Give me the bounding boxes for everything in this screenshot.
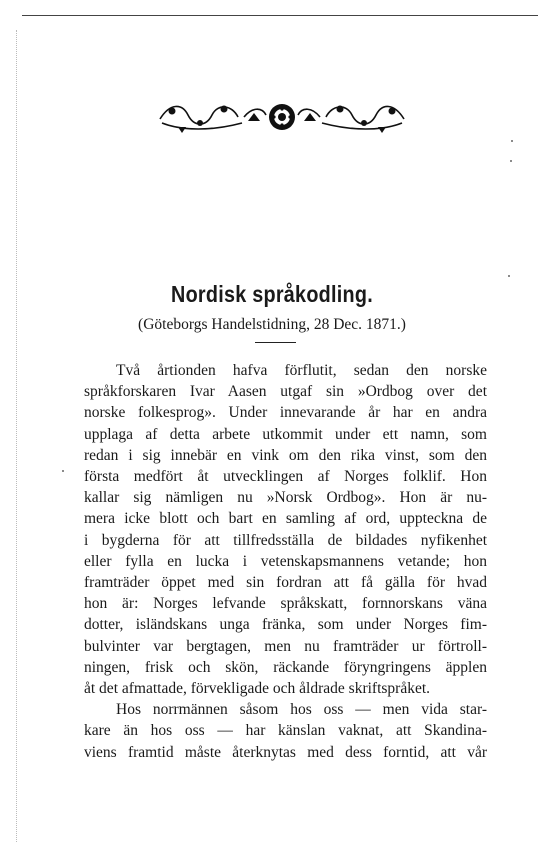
text-line: norske folkesprog». Under innevarande år har en andra bbox=[84, 404, 487, 422]
text-line: kallar sig nämligen nu »Norsk Ordbog». Hon är nu- bbox=[84, 489, 487, 507]
text-line: bulvinter var bergtagen, men nu framträder ur förtroll- bbox=[84, 637, 487, 655]
text-line: redan i sig innebär en vink om den rika vinst, som den bbox=[84, 446, 487, 464]
text-line: i bygderna för att tillfredsställa de bildades nyfikenhet bbox=[84, 531, 487, 549]
text-line: åt det afmattade, förvekligade och åldrade skriftspråket. bbox=[84, 680, 431, 698]
text-line: viens framtid måste återknytas med dess forntid, att vår bbox=[84, 743, 487, 761]
text-line: Hos norrmännen såsom hos oss — men vida star- bbox=[116, 701, 487, 719]
text-line: framträder öppet med sin fordran att få gälla för hvad bbox=[84, 574, 487, 592]
article-title: Nordisk språkodling. bbox=[171, 281, 373, 307]
page-edge bbox=[16, 30, 17, 842]
text-line: upplaga af detta arbete utkommit under ett namn, som bbox=[84, 425, 487, 443]
article-source: (Göteborgs Handelstidning, 28 Dec. 1871.) bbox=[138, 316, 406, 333]
text-line: första medfört åt utvecklingen af Norges folklif. Hon bbox=[84, 468, 487, 486]
text-line: Två årtionden hafva förflutit, sedan den norske bbox=[116, 362, 487, 379]
top-rule bbox=[22, 15, 538, 16]
text-line: eller fylla en lucka i vetenskapsmannens vetande; hon bbox=[84, 552, 487, 570]
text-line: språkforskaren Ivar Aasen utgaf sin »Ordbog over det bbox=[84, 383, 487, 401]
ornamental-headpiece-icon bbox=[152, 97, 412, 137]
paper-speck bbox=[62, 470, 64, 472]
paper-speck bbox=[511, 140, 513, 142]
text-line: mera icke blott och bart en samling af ord, uppteckna de bbox=[84, 510, 487, 528]
text-line: ningen, frisk och skön, räckande föryngringens äpplen bbox=[84, 658, 487, 676]
title-separator bbox=[255, 342, 296, 343]
text-line: hon är: Norges lefvande språkskatt, fornnorskans väna bbox=[84, 595, 487, 613]
text-line: kare än hos oss — har känslan vaknat, att Skandina- bbox=[84, 722, 487, 740]
text-line: dotter, isländskans unga fränka, som under Norges fim- bbox=[84, 616, 487, 634]
article-body bbox=[84, 360, 487, 763]
paper-speck bbox=[508, 275, 510, 277]
paper-speck bbox=[510, 160, 512, 162]
